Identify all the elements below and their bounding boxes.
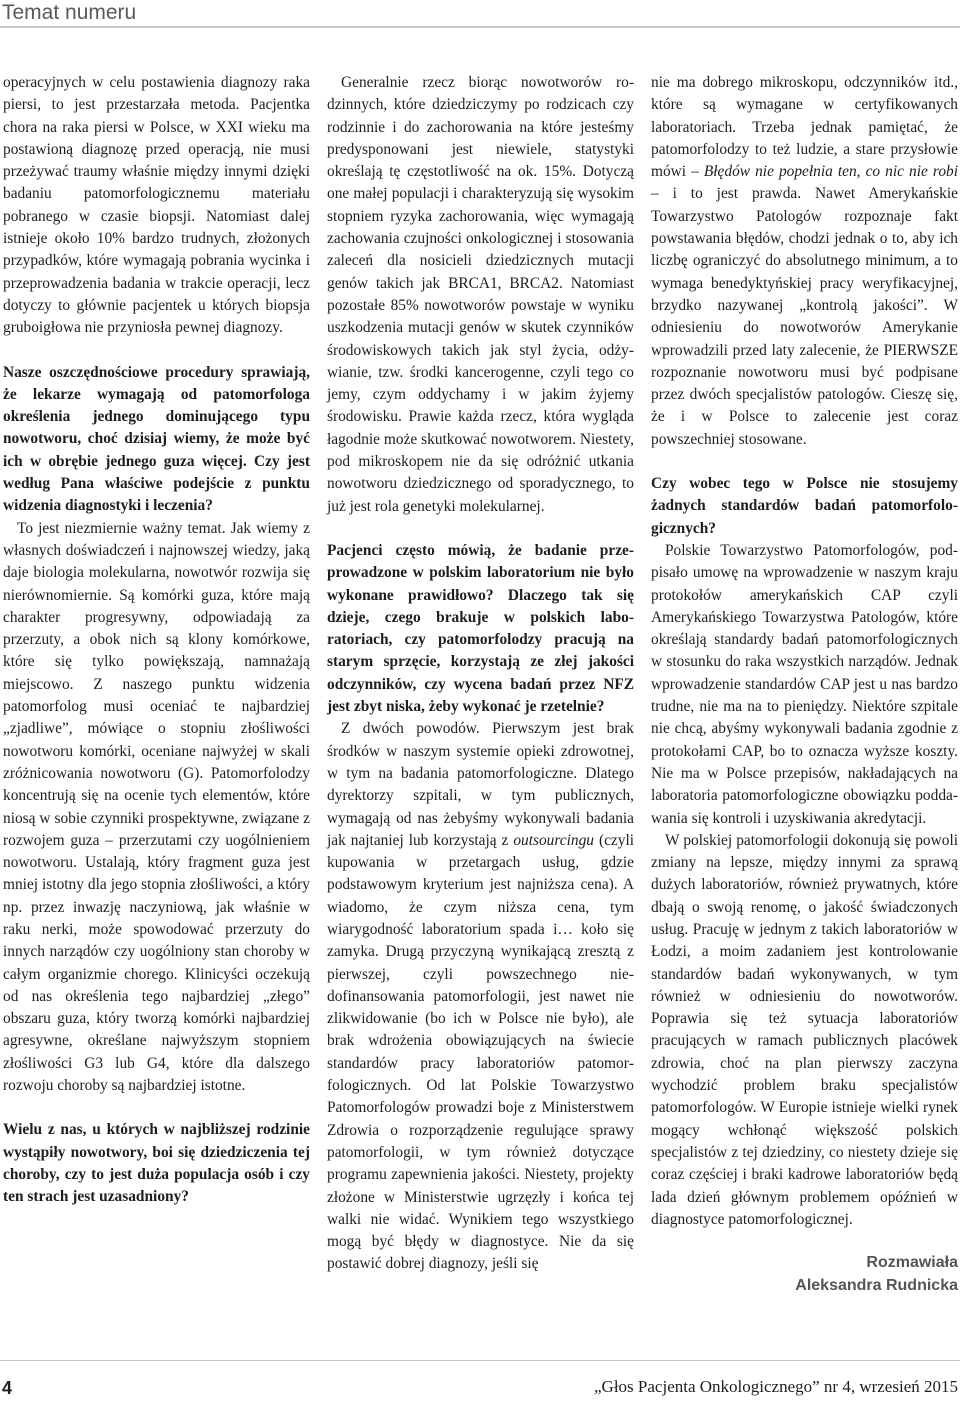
footer-divider	[0, 1360, 960, 1361]
paragraph: W polskiej patomorfologii dokonują się powoli zmiany na lepsze, między innymi za sprawą dużych laboratoriów, również prywatnych, które dbają o swoją renomę, o jakość świadczonych usług. Pracuję w jednym z takich laboratoriów w Łodzi, a moim zadaniem jest kontrolowanie standardów badań wykonywanych, w tym również w odniesieniu do nowotworów. Poprawia się też sytuacja laboratoriów pracujących w ramach publicznych placówek zdrowia, choć na plan pierwszy zaczyna wychodzić problem braku specjalistów patomorfologów. W Europie istnieje wielki rynek mogący wchłonąć większość polskich specjalistów z tej dziedziny, co niestety dzieje się coraz częściej i braki kadrowe laboratoriów będą lada dzień głównym problemem opóźnień w diagnostyce patomorfologicznej.	[651, 831, 958, 1228]
paragraph: To jest niezmiernie ważny temat. Jak wiemy z własnych doświadczeń i najnowszej wiedzy, jaką daje biologia molekularna, nowotwór rozwija się nierównomiernie. Są komórki guza, które mają charakter progresywny, odpowiadają za przerzuty, a obok nich są klony komórkowe, które się tylko powiększają, namnażają miejscowo. Z naszego punktu widzenia patomorfolog musi oceniać te najbardziej „zjadliwe”, mówiące o stopniu złośliwości nowotworu komórki, oceniane najwyżej w skali zróżnicowania nowotworu (G). Patomorfolodzy koncentrują się na ocenie tych elementów, które niosą w sobie czynniki prospektywne, związane z rozwojem guza – przerzutami czy uogólnieniem nowotworu. Ustalają, który fragment guza jest mniej istotny dla jego stopnia złośliwości, a który np. przez inwazję naczyniową, jak właśnie w raku nerki, może spowodować przerzuty do innych narządów czy uogólniony stan choroby w całym organizmie chorego. Klinicyści oczekują od nas określenia tego najbardziej „złego” obszaru guza, który tworzą komórki najbardziej agresywne, określane najwyższym stopniem złośliwości G3 lub G4, które dla dalszego rozwoju choroby są najbardziej istotne.	[3, 519, 310, 1095]
section-title: Temat numeru	[2, 1, 137, 24]
interviewer-credit	[651, 1251, 958, 1297]
paragraph: Polskie Towarzystwo Patomorfologów, podpisało umowę na wprowadzenie w naszym kraju protokołów amerykańskich CAP czyli Amerykańskiego Towarzystwa Patologów, które określają standardy badań patomorfologicznych w stosunku do raka wszystkich narządów. Jednak wprowadzenie standardów CAP jest u nas bardzo trudne, nie ma na to pieniędzy. Niektóre szpitale nie chcą, abyśmy wykonywali badania zgodnie z protokołami CAP, bo to oznacza wyższe koszty. Nie ma w Polsce przepisów, nakładających na laboratoria patomorfologiczne obowiązku poddawania się kontroli i uzyskiwania akredytacji.	[651, 541, 958, 827]
page-header	[0, 0, 960, 26]
paragraph: operacyjnych w celu postawienia diagnozy raka piersi, to jest przestarzała metoda. Pacjentka chora na raka piersi w Polsce, w XXI wieku ma postawioną diagnozę przed operacją, nie musi przeżywać traumy właśnie między innymi dzięki badaniu patomorfologicznemu materiału pobranego w czasie biopsji. Natomiast dalej istnieje około 10% bardzo trudnych, złożonych przypadków, które wymagają pobrania wycinka i przeprowadzenia badania w trakcie operacji, lecz dotyczy to głównie pacjentek u których biopsja gruboigłowa nie przyniosła pewnej diagnozy.	[3, 74, 310, 337]
paragraph: Generalnie rzecz biorąc nowotworów rodzinnych, które dziedziczymy po rodzicach czy rodzinnie i do zachorowania na które jesteśmy predysponowani jest niewiele, statystyki określają tę częstotliwość na ok. 15%. Dotyczą one małej populacji i charakteryzują się wysokim stopniem ryzyka zachorowania, więc wymagają zachowania czujności onkologicznej i stosowania zaleceń dla nosicieli dziedzicznych mutacji genów takich jak BRCA1, BRCA2. Natomiast pozostałe 85% nowotworów powstaje w wyniku uszkodzenia mutacji genów w skutek czynników środowiskowych takich jak styl życia, odżywianie, tzw. środki kancerogenne, czyli tego co jemy, czym oddychamy i w jakim żyjemy środowisku. Prawie każda rzecz, która wygląda łagodnie może skutkować nowotworem. Niestety, pod mikroskopem nie da się odróżnić utkania nowotworu dziedzicznego od sporadycznego, to już jest rola genetyki molekularnej.	[327, 74, 634, 515]
publication-info: „Głos Pacjenta Onkologicznego” nr 4, wrzesień 2015	[594, 1377, 958, 1396]
text-run: – i to jest prawda. Nawet Amerykańskie Towarzystwo Patologów rozpoznaje fakt powstawania błędów, chodzi jednak o to, aby ich liczbę ograniczyć do absolutnego minimum, a to wymaga benedyktyńskiej pracy weryfikacyjnej, brzydko nazywanej „kontrolą jakości”. W odniesieniu do nowotworów Amerykanie wprowadzili przed laty zalecenie, że PIERWSZE rozpoznanie nowotworu musi być podpisane przez dwóch specjalistów patologów. Cieszę się, że i w Polsce to zalecenie jest coraz powszechniej stosowane.	[651, 185, 958, 448]
credit-name: Aleksandra Rudnicka	[795, 1277, 958, 1295]
header-divider	[0, 26, 960, 28]
paragraph	[651, 72, 958, 451]
page-number: 4	[2, 1378, 13, 1398]
italic-proverb: Błędów nie popełnia ten, co nic nie robi	[703, 163, 958, 181]
interview-question: Nasze oszczędnościowe procedury sprawiają, że lekarze wymagają od patomorfologa określenia jednego dominującego typu nowotworu, choć dzisiaj wiemy, że może być ich w obrębie jednego guza więcej. Czy jest według Pana właściwe podejście z punktu widzenia diagnostyki i leczenia?	[3, 363, 310, 515]
credit-label: Rozmawiała	[866, 1254, 958, 1272]
interview-question: Czy wobec tego w Polsce nie stosujemy żadnych standardów badań patomorfologicznych?	[651, 475, 958, 537]
article-column-3	[651, 72, 958, 1297]
interview-question: Wielu z nas, u których w najbliższej rodzinie wystąpiły nowotwory, boi się dziedziczenia tej choroby, czy to jest duża populacja osób i czy ten strach jest uzasadniony?	[3, 1121, 310, 1206]
italic-term: outsourcingu	[513, 831, 594, 849]
article-column-2	[327, 72, 634, 1276]
text-run: Z dwóch powodów. Pierwszym jest brak środków w naszym systemie opieki zdrowotnej, w tym na badania patomorfologiczne. Dlatego dyrektorzy szpitali, w tym publicznych, wymagają od nas żebyśmy wykonywali badania jak najtaniej lub korzystają z	[327, 720, 634, 849]
text-run: (czyli kupowania w przetargach usług, gdzie podstawowym kryterium jest najniższa cena). A wiadomo, że czym niższa cena, tym wiarygodność laboratorium spada i… koło się zamyka. Drugą przyczyną wynikającą zresztą z pierwszej, czyli powszechnego niedofinansowania patomorfologii, jest nawet nie zlikwidowanie (bo ich w Polsce nie było), ale brak wdrożenia obowiązujących na świecie standardów pracy laboratoriów patomorfologicznych. Od lat Polskie Towarzystwo Patomorfologów prowadzi boje z Ministerstwem Zdrowia o rozporządzenie regulujące sprawy patomorfologii, w tym również dotyczące programu zapewnienia jakości. Niestety, projekty złożone w Ministerstwie ugrzęzły i końca tej walki nie widać. Wynikiem tego wszystkiego mogą być błędy w diagnostyce. Nie da się postawić dobrej diagnozy, jeśli się	[327, 831, 634, 1273]
paragraph	[327, 718, 634, 1275]
interview-question: Pacjenci często mówią, że badanie przeprowadzone w polskim laboratorium nie było wykonane prawidłowo? Dlaczego tak się dzieje, czego brakuje w polskich laboratoriach, czy patomorfolodzy pracują na starym sprzęcie, korzystają ze złej jakości odczynników, czy wycena badań przez NFZ jest zbyt niska, żeby wykonać je rzetelnie?	[327, 541, 634, 716]
article-column-1	[3, 72, 310, 1209]
text-run: nie ma dobrego mikroskopu, odczynników itd., które są wymagane w certyfikowanych laboratoriach. Trzeba jednak pamiętać, że patomorfolodzy to też ludzie, a stare przysłowie mówi –	[651, 74, 958, 181]
